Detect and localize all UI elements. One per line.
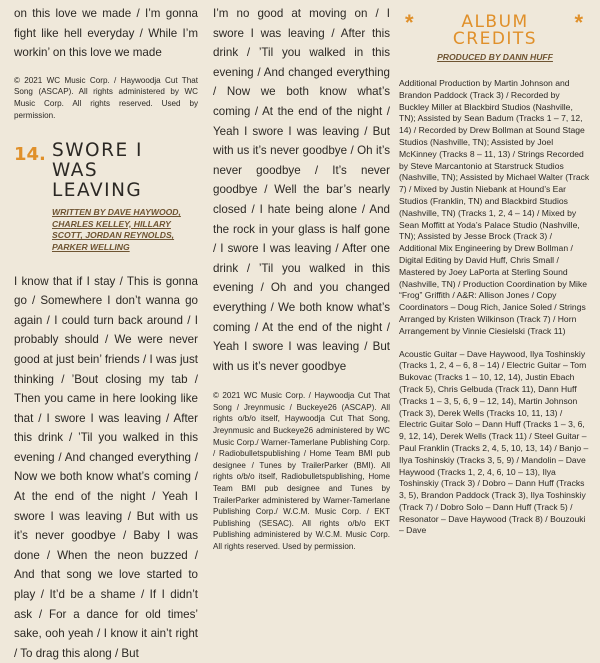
production-credits: Additional Production by Martin Johnson and Brandon Paddock (Track 3) / Recorded by Buckley Miller at Blackbird Studios (Nashville, TN); Assisted by Sean Badum (Tracks 1 – 7, 12, 14) / Recorded by Drew Bollman at Sound Stage Studios (Nashville, TN); Assisted by Joel McKinney (Tracks 8 – 11, 13) / Strings Recorded by Steve Marcantonio at Starstruck Studios (Nashville, TN); Assisted by Michael Walter (Track 7) / Mixed by Justin Niebank at Hound’s Ear Studios (Franklin, TN) and Blackbird Studios (Nashville, TN) (Tracks 1, 2, 4 – 14) / Mixed by Sean Moffitt at Yoda’s Palace Studio (Nashville, TN); Assisted by Jesse Brock (Track 3) / Additional Mix Engineering by Drew Bollman / Digital Editing by David Huff, Chris Small / Mastered by Joey LaPorta at Sterling Sound (Nashville, TN) / Production Coordination by Mike “Frog” Griffith / A&R: Allison Jones / Copy Coordinators – Doug Rich, Janice Soled / Strings Arranged by Kristen Wilkinson (Track 7) / Horn Arrangement by Vinnie Ciesielski (Track 11) <box>399 78 590 336</box>
credits-title-line: CREDITS <box>452 29 538 49</box>
lyrics-column-middle <box>213 0 390 553</box>
song-lyrics-continued: I’m no good at moving on / I swore I was leaving / After this drink / ’Til you walked in this evening / And changed everything / Now we both know what’s coming / At the end of the night / Yeah I swore I was leaving / But with us it’s never goodbye / Oh it’s never goodbye / It’s never goodbye / Well the bar’s nearly closed / I hate being alone / And the rock in your glass is half gone / I swore I was leaving / After one drink / ’Til you walked in this evening / Oh and you changed everything / We both know what’s coming / At the end of the night / Yeah I swore I was leaving / But with us it’s never goodbye <box>213 7 390 373</box>
song-lyrics: I know that if I stay / This is gonna go / Somewhere I don’t wanna go again / I could turn back around / I probably should / We were never good at just bein’ friends / I was just thinking / ’Bout closing my tab / Then you came in here looking like that / I swore I was leaving / After this drink / ’Til you walked in this evening / And changed everything / Now we both know what’s coming / At the end of the night / Yeah I swore I was leaving / But with us it’s never goodbye / Baby I was done / When the neon buzzed / And that song we love started to play / It’d be a shame / If I didn’t ask / For a dance for old times’ sake, ooh yeah / I know it ain’t right / To drag this along / But <box>14 274 198 660</box>
credits-title-line: ALBUM <box>461 12 529 32</box>
asterisk-icon: * <box>574 10 583 35</box>
song-number: 14. <box>14 144 46 166</box>
copyright-notice: © 2021 WC Music Corp. / Haywoodja Cut That Song (ASCAP). All rights administered by WC Music Corp. All rights reserved. Used by permission. <box>14 75 198 120</box>
credits-header <box>399 10 591 66</box>
song-writers: WRITTEN BY DAVE HAYWOOD, CHARLES KELLEY, HILLARY SCOTT, JORDAN REYNOLDS, PARKER WELLING <box>52 207 181 252</box>
produced-by: PRODUCED BY DANN HUFF <box>437 52 553 62</box>
copyright-notice: © 2021 WC Music Corp. / Haywoodja Cut That Song / Jreynmusic / Buckeye26 (ASCAP). All rights o/b/o itself, Haywoodja Cut That Song, Jreynmusic and Buckeye26 administered by WC Music Corp./ Warner-Tamerlane Publishing Corp. / Radiobulletspublishing / Home Team BMI pub designee / Tunes by TrailerParker (BMI). All rights o/b/o itself, Radiobulletspublishing, Home Team BMI pub designee and Tunes by TrailerParker administered by Warner-Tamerlane Publishing Corp./ W.C.M. Music Corp. / EKT Publishing (SESAC). All rights o/b/o EKT Publishing administered by W.C.M. Music Corp. All rights reserved. Used by permission. <box>213 391 390 551</box>
album-credits-column <box>399 0 591 537</box>
lyrics-continued: on this love we made / I’m gonna fight like hell everyday / While I’m workin’ on this love we made <box>14 7 198 60</box>
credits-title <box>399 10 591 48</box>
song-heading <box>14 141 198 201</box>
musician-credits: Acoustic Guitar – Dave Haywood, Ilya Toshinskiy (Tracks 1, 2, 4 – 6, 8 – 14) / Electric Guitar – Tom Bukovac (Tracks 1 – 10, 12, 14), Justin Ebach (Track 5), Chris Gelbuda (Track 11), Dann Huff (Tracks 1 – 3, 5, 6, 9 – 12, 14), Martin Johnson (Track 3), Derek Wells (Tracks 10, 11, 13) / Electric Guitar Solo – Dann Huff (Tracks 1 – 3, 6, 9, 12, 14), Derek Wells (Track 11) / Steel Guitar – Paul Franklin (Tracks 2, 4, 5, 10, 13, 14) / Banjo – Ilya Toshinskiy (Tracks 3, 5, 9) / Mandolin – Dave Haywood (Tracks 1, 2, 4, 6, 10 – 13), Ilya Toshinskiy (Track 3) / Dobro – Dann Huff (Tracks 3, 5), Brandon Paddock (Track 3), Ilya Toshinskiy (Track 7) / Dobro Solo – Dann Huff (Track 5) / Resonator – Dave Haywood (Track 8) / Bouzouki – Dave <box>399 348 589 536</box>
song-title: SWORE I WAS LEAVING <box>52 140 143 202</box>
lyrics-column-left <box>14 0 198 663</box>
asterisk-icon: * <box>405 10 414 35</box>
